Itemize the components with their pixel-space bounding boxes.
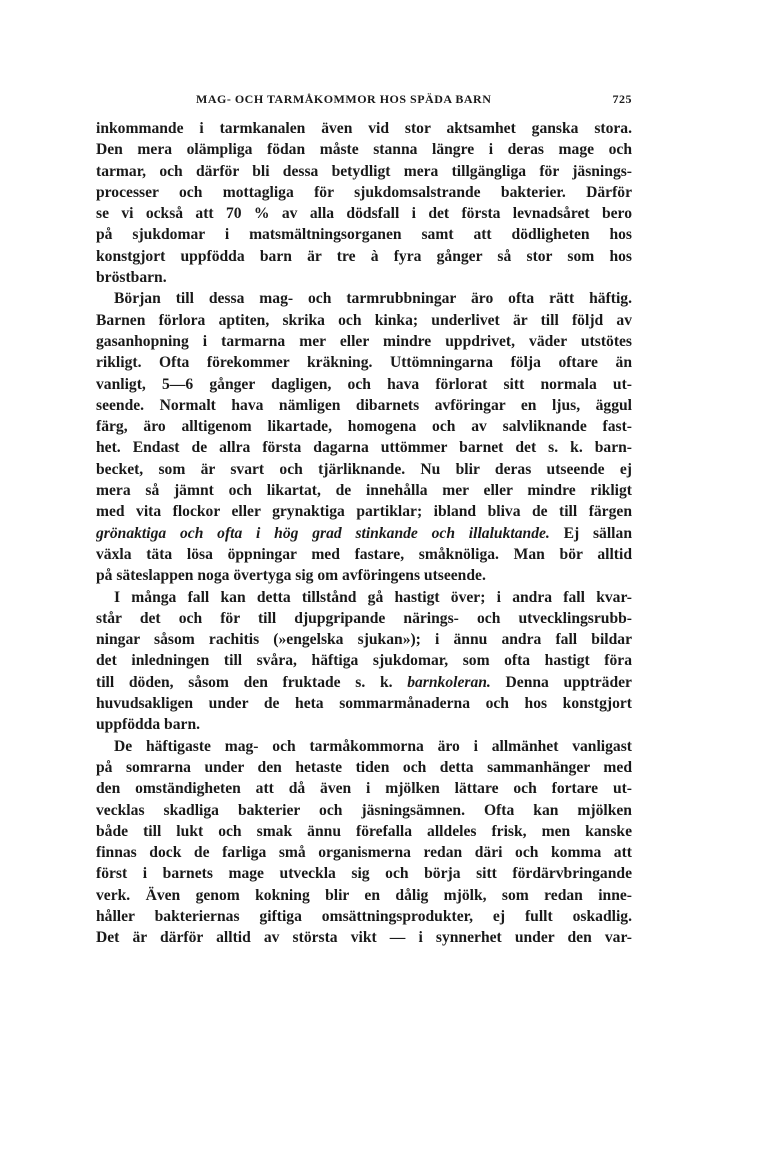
text-line-mixed bbox=[96, 523, 632, 544]
text-line: den omständigheten att då även i mjölken lättare och fortare ut- bbox=[96, 780, 632, 798]
text-line: I många fall kan detta tillstånd gå hastigt över; i andra fall kvar- bbox=[114, 588, 632, 606]
text-line: bröstbarn. bbox=[96, 269, 167, 287]
text-line: De häftigaste mag- och tarmåkommorna äro i allmänhet vanligast bbox=[114, 737, 632, 755]
text-line: seende. Normalt hava nämligen dibarnets avföringar en ljus, äggul bbox=[96, 396, 632, 414]
text-line: står det och för till djupgripande närings- och utvecklingsrubb- bbox=[96, 609, 632, 627]
line-tail: Ej sällan bbox=[563, 524, 632, 542]
text-line: becket, som är svart och tjärliknande. Nu blir deras utseende ej bbox=[96, 460, 632, 478]
text-line: på sjukdomar i matsmältningsorganen samt att dödligheten hos bbox=[96, 226, 632, 244]
text-line: håller bakteriernas giftiga omsättningsprodukter, ej fullt oskadlig. bbox=[96, 907, 632, 925]
italic-phrase: grönaktiga och ofta i hög grad stinkande och illaluktande. bbox=[96, 524, 550, 542]
text-line: med vita flockor eller grynaktiga partiklar; ibland bliva de till färgen bbox=[96, 503, 632, 521]
text-line: Den mera olämpliga födan måste stanna längre i deras mage och bbox=[96, 141, 632, 159]
text-line: på säteslappen noga övertyga sig om avföringens utseende. bbox=[96, 567, 486, 585]
text-line: rikligt. Ofta förekommer kräkning. Uttömningarna följa oftare än bbox=[96, 354, 632, 372]
text-line: det inledningen till svåra, häftiga sjukdomar, som ofta hastigt föra bbox=[96, 652, 632, 670]
text-line: huvudsakligen under de heta sommarmånaderna och hos konstgjort bbox=[96, 695, 632, 713]
text-line: processer och mottagliga för sjukdomsalstrande bakterier. Därför bbox=[96, 183, 632, 201]
text-line: Barnen förlora aptiten, skrika och kinka; underlivet är till följd av bbox=[96, 311, 632, 329]
text-line: tarmar, och därför bli dessa betydligt mera tillgängliga för jäsnings- bbox=[96, 162, 632, 180]
text-line: Början till dessa mag- och tarmrubbningar äro ofta rätt häftig. bbox=[114, 290, 632, 308]
text-line: vanligt, 5—6 gånger dagligen, och hava förlorat sitt normala ut- bbox=[96, 375, 632, 393]
text-line: finnas dock de farliga små organismerna redan däri och komma att bbox=[96, 844, 632, 862]
text-line: Det är därför alltid av största vikt — i synnerhet under den var- bbox=[96, 929, 632, 947]
line-head: till döden, såsom den fruktade s. k. bbox=[96, 673, 393, 691]
running-title: MAG- OCH TARMÅKOMMOR HOS SPÄDA BARN bbox=[196, 92, 492, 106]
text-line: vecklas skadliga bakterier och jäsningsämnen. Ofta kan mjölken bbox=[96, 801, 632, 819]
text-line: mera så jämnt och likartat, de innehålla mer eller mindre rikligt bbox=[96, 482, 632, 500]
text-line: först i barnets mage utveckla sig och börja sitt fördärvbringande bbox=[96, 865, 632, 883]
text-line: inkommande i tarmkanalen även vid stor aktsamhet ganska stora. bbox=[96, 120, 632, 137]
page-number: 725 bbox=[612, 92, 632, 106]
text-line: verk. Även genom kokning blir en dålig mjölk, som redan inne- bbox=[96, 886, 632, 904]
text-line: både till lukt och smak ännu förefalla alldeles frisk, men kanske bbox=[96, 822, 632, 840]
italic-term: barnkoleran. bbox=[407, 673, 491, 691]
text-line: ningar såsom rachitis (»engelska sjukan»); i ännu andra fall bildar bbox=[96, 631, 632, 649]
text-line-mixed bbox=[96, 672, 632, 693]
body-text bbox=[96, 118, 632, 949]
text-line: på somrarna under den hetaste tiden och detta sammanhänger med bbox=[96, 758, 632, 776]
text-line: se vi också att 70 % av alla dödsfall i det första levnadsåret bero bbox=[96, 205, 632, 223]
text-line: uppfödda barn. bbox=[96, 716, 201, 734]
line-tail: Denna uppträder bbox=[505, 673, 632, 691]
text-line: gasanhopning i tarmarna mer eller mindre uppdrivet, väder utstötes bbox=[96, 332, 632, 350]
text-line: konstgjort uppfödda barn är tre à fyra gånger så stor som hos bbox=[96, 247, 632, 265]
text-line: het. Endast de allra första dagarna uttömmer barnet det s. k. barn- bbox=[96, 439, 632, 457]
text-line: färg, äro alltigenom likartade, homogena och av salvliknande fast- bbox=[96, 418, 632, 436]
text-line: växla täta lösa öppningar med fastare, småknöliga. Man bör alltid bbox=[96, 545, 632, 563]
